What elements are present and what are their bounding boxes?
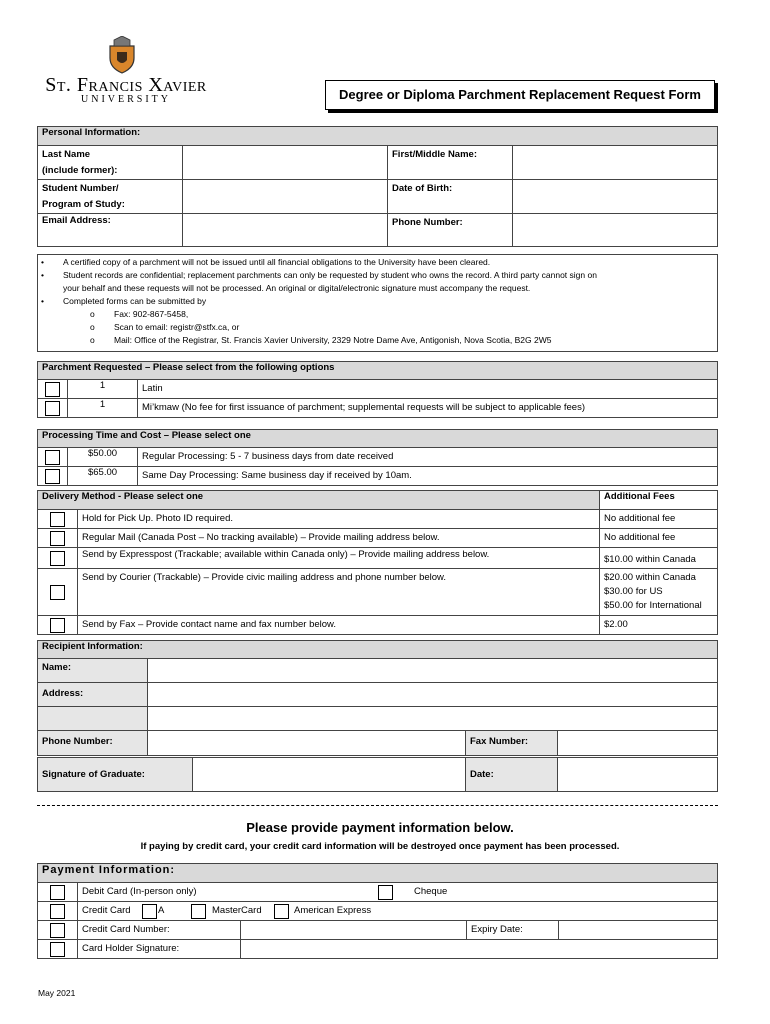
delivery-fax-checkbox[interactable] [38,616,78,635]
processing-price: $50.00 [68,448,138,467]
bullet: • [41,296,44,306]
cheque-checkbox[interactable] [378,885,393,900]
recipient-phone-label: Phone Number: [38,731,148,756]
credit-label: Credit Card [82,905,131,916]
debit-label: Debit Card (In-person only) [82,886,197,897]
recipient-name-field[interactable] [148,659,718,683]
date-of-birth-field[interactable] [513,180,718,214]
checkbox[interactable] [50,904,65,919]
signature-date-label: Date: [466,758,558,792]
bullet: • [41,270,44,280]
last-name-field[interactable] [183,146,388,180]
checkbox[interactable] [50,531,65,546]
delivery-title: Delivery Method - Please select one [38,491,600,510]
recipient-title: Recipient Information: [38,641,718,659]
mastercard-checkbox[interactable] [191,904,206,919]
cc-number-checkbox[interactable] [38,921,78,940]
logo-sub: UNIVERSITY [81,94,171,105]
logo-name: St. Francis Xavier [45,74,207,96]
delivery-fee: $2.00 [600,616,718,635]
recipient-address-field[interactable] [148,683,718,707]
sub-bullet: o [90,309,95,319]
payment-heading: Please provide payment information below. [246,820,514,835]
parchment-latin-checkbox[interactable] [38,380,68,399]
parchment-option-label: Latin [138,380,718,399]
expiry-field[interactable] [559,921,718,940]
credit-checkbox[interactable] [38,902,78,921]
recipient-fax-field[interactable] [558,731,718,756]
checkbox[interactable] [50,512,65,527]
delivery-fee: $20.00 within Canada $30.00 for US $50.00 for International [600,569,718,616]
delivery-pickup-checkbox[interactable] [38,510,78,529]
checkbox[interactable] [50,618,65,633]
university-logo [36,36,216,106]
processing-option-label: Regular Processing: 5 - 7 business days from date received [138,448,718,467]
delivery-option-label: Regular Mail (Canada Post – No tracking available) – Provide mailing address below. [78,529,600,548]
parchment-table [37,361,718,418]
personal-info-table [37,126,718,247]
first-middle-name-label: First/Middle Name: [388,146,513,180]
footer-date: May 2021 [38,988,76,998]
checkbox[interactable] [45,469,60,484]
email-field[interactable] [183,214,388,247]
delivery-courier-checkbox[interactable] [38,569,78,616]
delivery-expresspost-checkbox[interactable] [38,548,78,569]
note-fax: Fax: 902-867-5458, [114,309,189,319]
note-mail: Mail: Office of the Registrar, St. Francis Xavier University, 2329 Notre Dame Ave, Antigonish, Nova Scotia, B2G 2W5 [114,335,552,345]
checkbox[interactable] [50,551,65,566]
phone-label: Phone Number: [388,214,513,247]
delivery-option-label: Hold for Pick Up. Photo ID required. [78,510,600,529]
personal-info-title: Personal Information: [38,127,718,146]
checkbox[interactable] [50,923,65,938]
crest-icon [106,36,138,74]
parchment-mikmaw-checkbox[interactable] [38,399,68,418]
parchment-title: Parchment Requested – Please select from the following options [38,362,718,380]
phone-field[interactable] [513,214,718,247]
note-financial: A certified copy of a parchment will not be issued until all financial obligations to the University have been cleared. [63,257,491,267]
checkbox[interactable] [50,942,65,957]
signature-table [37,757,718,792]
student-number-field[interactable] [183,180,388,214]
debit-cheque-row [78,883,718,902]
note-email: Scan to email: registr@stfx.ca, or [114,322,240,332]
cheque-label: Cheque [414,886,448,897]
processing-same-day-checkbox[interactable] [38,467,68,486]
student-number-label: Student Number/ Program of Study: [38,180,183,214]
first-middle-name-field[interactable] [513,146,718,180]
checkbox[interactable] [45,382,60,397]
sub-bullet: o [90,322,95,332]
parchment-qty: 1 [68,380,138,399]
recipient-name-label: Name: [38,659,148,683]
recipient-address-field-2[interactable] [148,707,718,731]
processing-regular-checkbox[interactable] [38,448,68,467]
bullet: • [41,257,44,267]
delivery-option-label: Send by Fax – Provide contact name and fax number below. [78,616,600,635]
cut-line-divider [37,805,718,806]
email-label: Email Address: [38,214,183,247]
form-title: Degree or Diploma Parchment Replacement Request Form [325,80,715,110]
fees-title: Additional Fees [600,491,718,510]
payment-title: Payment Information: [38,864,718,883]
recipient-address-spacer [38,707,148,731]
visa-checkbox[interactable] [142,904,157,919]
recipient-phone-field[interactable] [148,731,466,756]
checkbox[interactable] [45,450,60,465]
processing-title: Processing Time and Cost – Please select one [38,430,718,448]
processing-table [37,429,718,486]
note-confidential-2: your behalf and these requests will not be processed. An original or digital/electronic signature must accompany the request. [63,283,531,293]
holder-signature-checkbox[interactable] [38,940,78,959]
delivery-table [37,490,718,635]
processing-price: $65.00 [68,467,138,486]
parchment-option-label: Mi’kmaw (No fee for first issuance of parchment; supplemental requests will be subject to applicable fees) [138,399,718,418]
cc-number-label: Credit Card Number: [78,921,241,940]
checkbox[interactable] [50,585,65,600]
sub-bullet: o [90,335,95,345]
payment-subheading: If paying by credit card, your credit card information will be destroyed once payment has been processed. [140,841,620,852]
date-of-birth-label: Date of Birth: [388,180,513,214]
note-confidential-1: Student records are confidential; replacement parchments can only be requested by student who owns the record. A third party cannot sign on [63,270,597,280]
delivery-regular-mail-checkbox[interactable] [38,529,78,548]
delivery-fee: $10.00 within Canada [600,548,718,569]
amex-checkbox[interactable] [274,904,289,919]
last-name-label: Last Name (include former): [38,146,183,180]
signature-field[interactable] [193,758,466,792]
signature-label: Signature of Graduate: [38,758,193,792]
note-submission: Completed forms can be submitted by [63,296,207,306]
delivery-option-label: Send by Expresspost (Trackable; available within Canada only) – Provide mailing address below. [78,548,600,569]
cc-number-field[interactable] [241,921,467,940]
holder-signature-label: Card Holder Signature: [78,940,241,959]
recipient-table [37,640,718,756]
amex-label: American Express [294,905,372,916]
recipient-address-label: Address: [38,683,148,707]
mastercard-label: MasterCard [212,905,262,916]
recipient-fax-label: Fax Number: [466,731,558,756]
holder-signature-field[interactable] [241,940,718,959]
payment-table [37,863,718,959]
delivery-fee: No additional fee [600,529,718,548]
signature-date-field[interactable] [558,758,718,792]
debit-checkbox[interactable] [38,883,78,902]
checkbox[interactable] [45,401,60,416]
visa-label: A [158,905,165,916]
processing-option-label: Same Day Processing: Same business day if received by 10am. [138,467,718,486]
expiry-label: Expiry Date: [467,921,559,940]
delivery-option-label: Send by Courier (Trackable) – Provide civic mailing address and phone number below. [78,569,600,616]
checkbox[interactable] [50,885,65,900]
credit-card-row [78,902,718,921]
parchment-qty: 1 [68,399,138,418]
delivery-fee: No additional fee [600,510,718,529]
notes-box [37,254,718,352]
